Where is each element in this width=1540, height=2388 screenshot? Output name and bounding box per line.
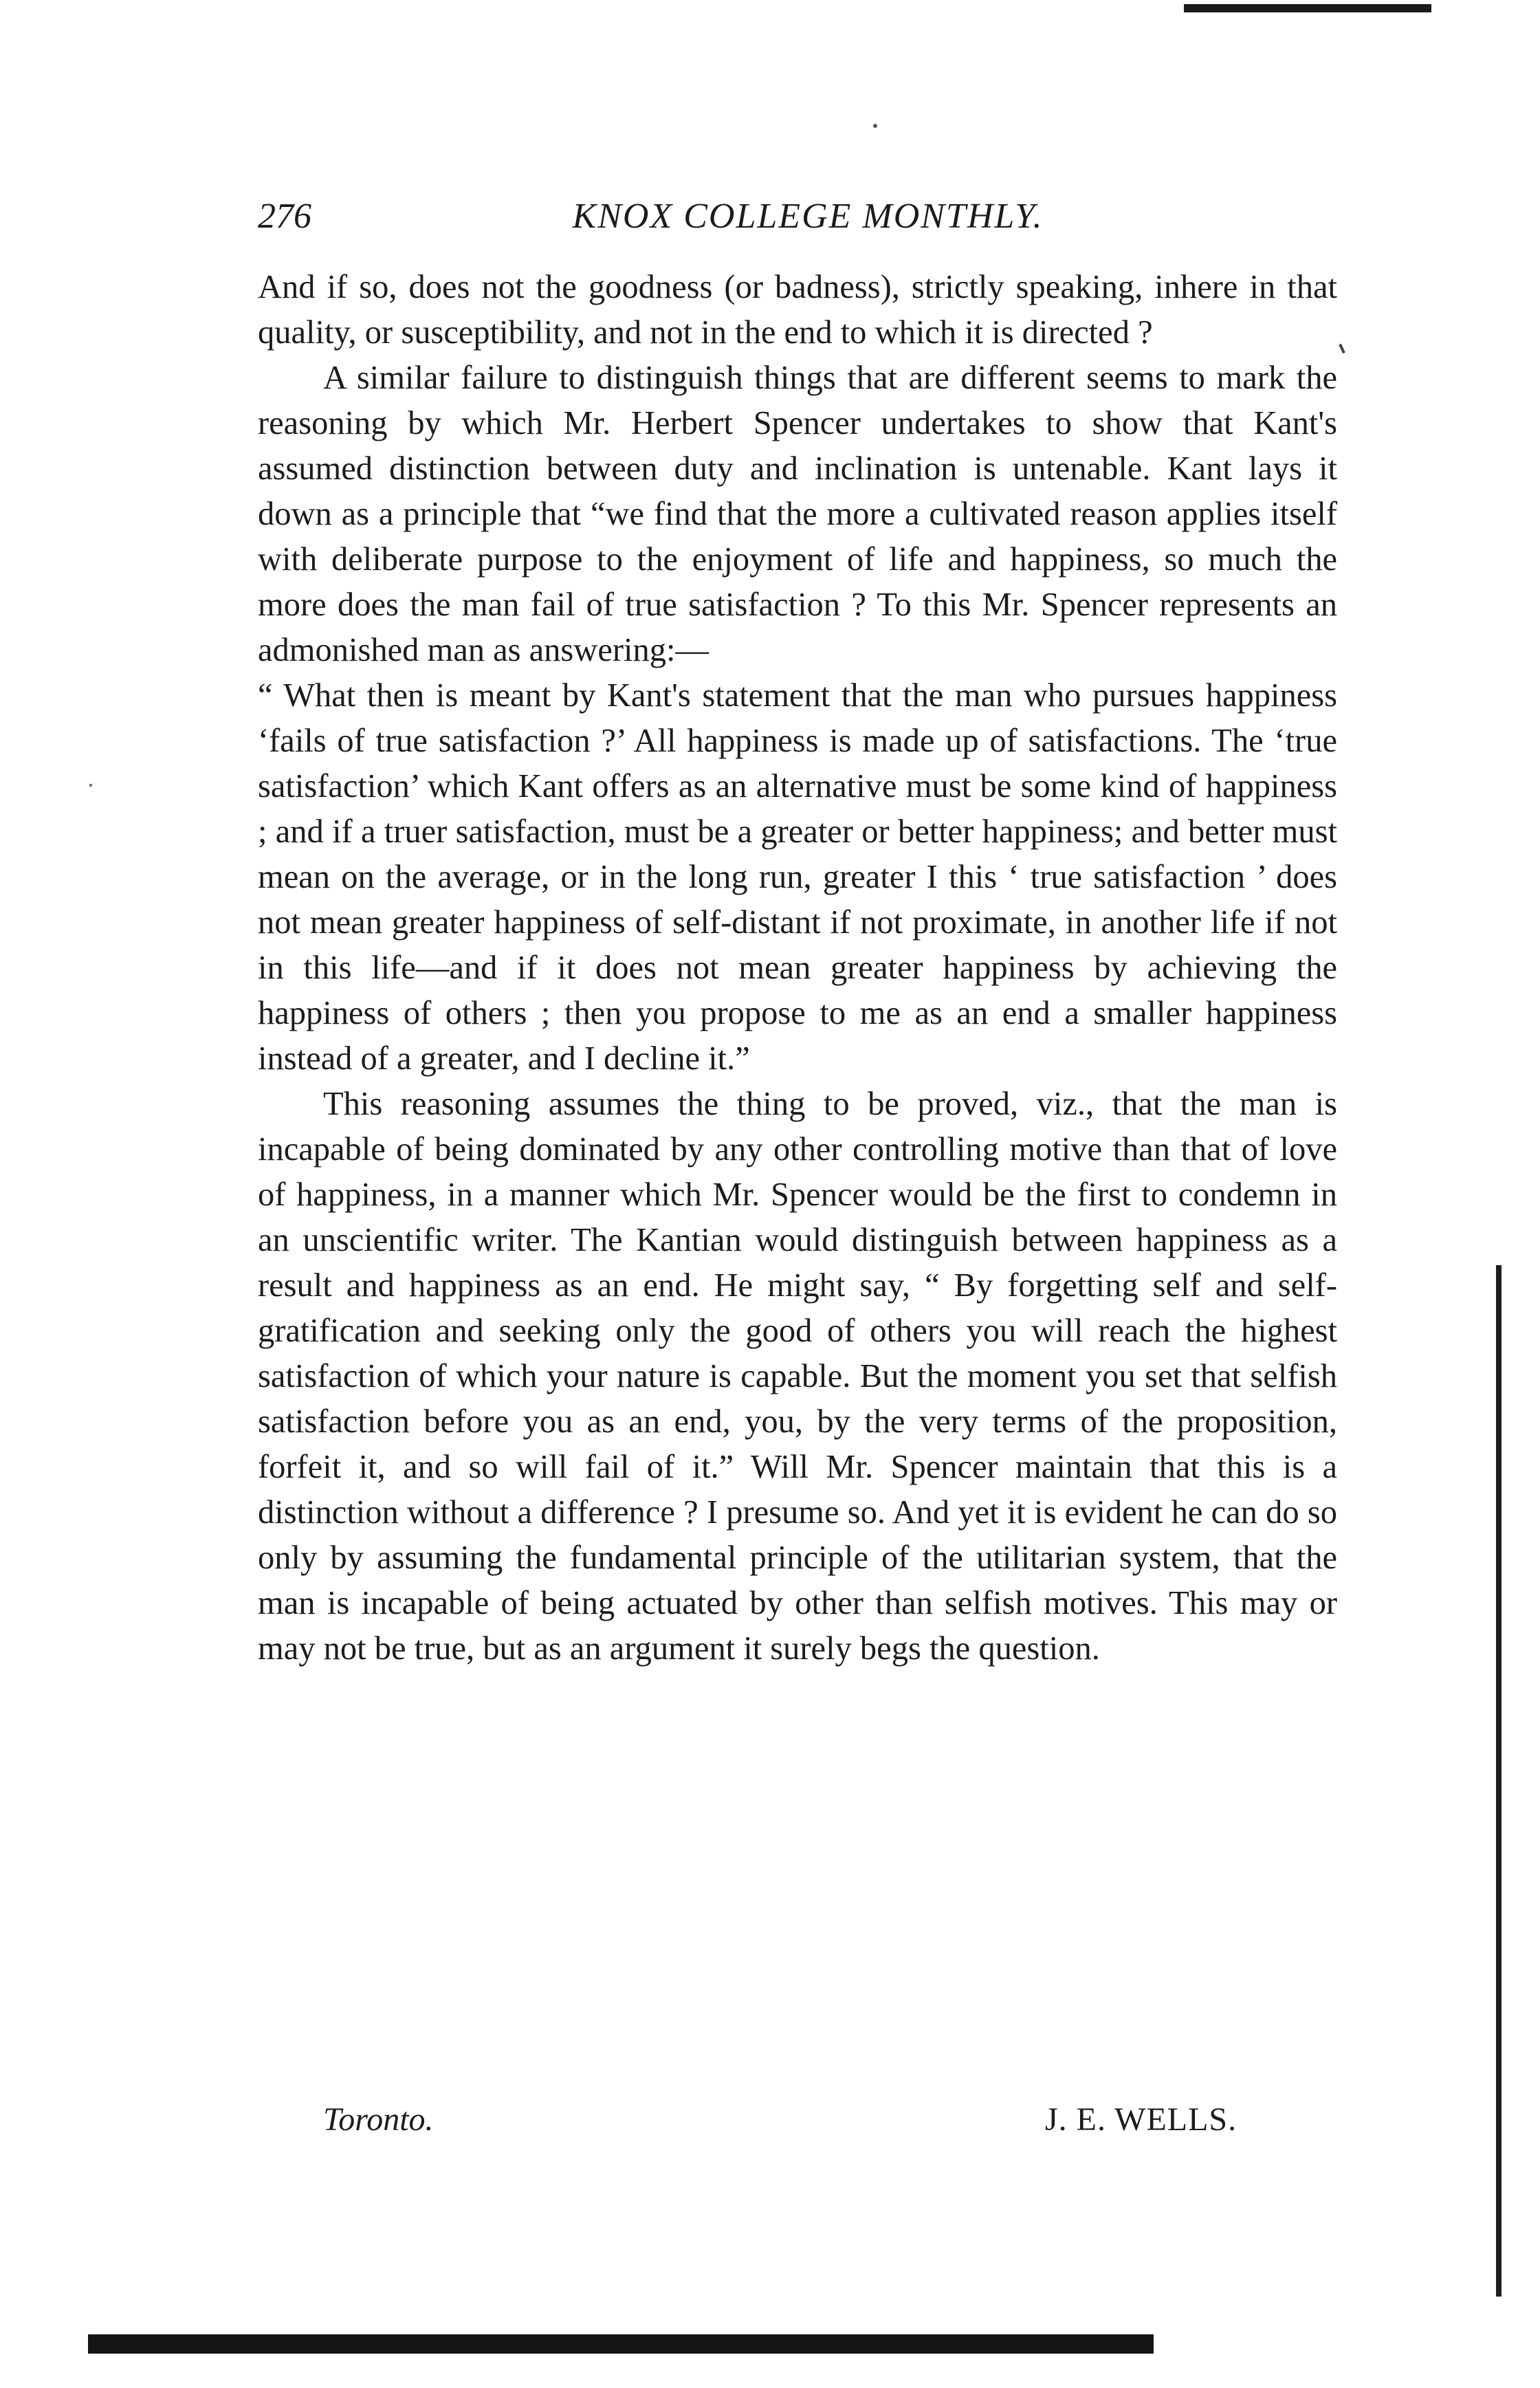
paragraph: And if so, does not the goodness (or badness), strictly speaking, inhere in that quality, or susceptibility, and not in the end to which it is directed ? [258, 269, 1337, 351]
signature-row [258, 2101, 1337, 2149]
scan-speck [1339, 344, 1345, 353]
running-title: KNOX COLLEGE MONTHLY. [572, 197, 1044, 236]
page-header [258, 196, 1358, 251]
signature-place: Toronto. [323, 2101, 434, 2138]
scan-speck [873, 124, 877, 128]
article-body [258, 265, 1337, 1672]
scan-border-top [1184, 4, 1431, 12]
scan-border-right [1496, 1265, 1502, 2297]
paragraph: A similar failure to distinguish things that are different seems to mark the reasoning by which Mr. Herbert Spencer undertakes to show that Kant's assumed distinction between duty and inclination is untenable. Kant lays it down as a principle that “we find that the more a cultivated reason applies itself with deliberate purpose to the enjoyment of life and happiness, so much the more does the man fail of true satisfaction ? To this Mr. Spencer represents an admonished man as answering:— [258, 360, 1337, 668]
paragraph: This reasoning assumes the thing to be proved, viz., that the man is incapable of being dominated by any other controlling motive than that of love of happiness, in a manner which Mr. Spencer would be the first to condemn in an unscientific writer. The Kantian would distinguish between happiness as a result and happiness as an end. He might say, “ By forgetting self and self-gratification and seeking only the good of others you will reach the highest satisfaction of which your nature is capable. But the moment you set that selfish satisfaction before you as an end, you, by the very terms of the proposition, forfeit it, and so will fail of it.” Will Mr. Spencer maintain that this is a distinction without a difference ? I presume so. And yet it is evident he can do so only by assuming the fundamental principle of the utilitarian system, that the man is incapable of being actuated by other than selfish motives. This may or may not be true, but as an argument it surely begs the question. [258, 1086, 1337, 1667]
page-number: 276 [258, 197, 311, 236]
signature-author: J. E. WELLS. [1045, 2101, 1238, 2138]
scan-speck [89, 784, 92, 787]
scan-border-bottom [88, 2334, 1154, 2354]
quotation-paragraph: “ What then is meant by Kant's statement that the man who pursues happiness ‘fails of true satisfaction ?’ All happiness is made up of satisfactions. The ‘true satisfaction’ which Kant offers as an alternative must be some kind of happiness ; and if a truer satisfaction, must be a greater or better happiness; and better must mean on the average, or in the long run, greater I this ‘ true satisfaction ’ does not mean greater happiness of self-distant if not proximate, in another life if not in this life—and if it does not mean greater happiness by achieving the happiness of others ; then you propose to me as an end a smaller happiness instead of a greater, and I decline it.” [258, 677, 1337, 1077]
